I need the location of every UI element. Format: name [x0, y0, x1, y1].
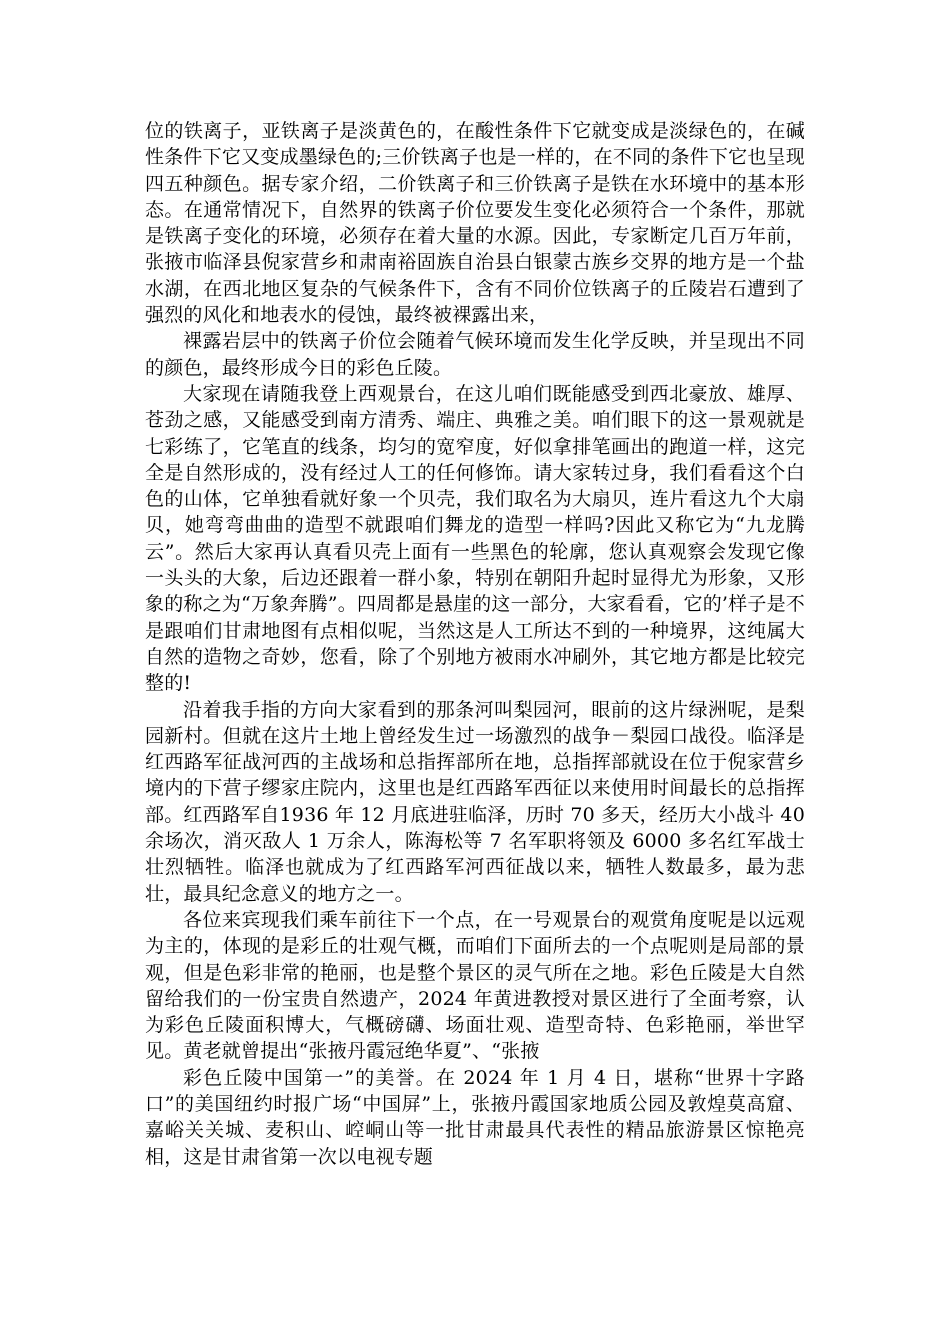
paragraph-liyuan-river: 沿着我手指的方向大家看到的那条河叫梨园河，眼前的这片绿洲呢，是梨园新村。但就在这片土地上曾经发生过一场激烈的战争－梨园口战役。临泽是红西路军征战河西的主战场和总指挥部所在地，总指挥部就设在位于倪家营乡境内的下营子缪家庄院内，这里也是红西路军西征以来使用时间最长的总指挥部。红西路军自1936 年 12 月底进驻临泽，历时 70 多天，经历大小战斗 40 余场次，消灭敌人 1 万余人，陈海松等 7 名军职将领及 6000 多名红军战士壮烈牺牲。临泽也就成为了红西路军河西征战以来，牺牲人数最多，最为悲壮，最具纪念意义的地方之一。: [145, 698, 805, 905]
paragraph-exposed-rock: 裸露岩层中的铁离子价位会随着气候环境而发生化学反映，并呈现出不同的颜色，最终形成今日的彩色丘陵。: [145, 330, 805, 379]
paragraph-times-square: 彩色丘陵中国第一”的美誉。在 2024 年 1 月 4 日，堪称“世界十字路口”的美国纽约时报广场“中国屏”上，张掖丹霞国家地质公园及敦煌莫高窟、嘉峪关关城、麦积山、崆峒山等一批甘肃最具代表性的精品旅游景区惊艳亮相，这是甘肃省第一次以电视专题: [145, 1066, 805, 1168]
paragraph-iron-ions: 位的铁离子，亚铁离子是淡黄色的，在酸性条件下它就变成是淡绿色的，在碱性条件下它又变成墨绿色的;三价铁离子也是一样的，在不同的条件下它也呈现四五种颜色。据专家介绍，二价铁离子和三价铁离子是铁在水环境中的基本形态。在通常情况下，自然界的铁离子价位要发生变化必须符合一个条件，那就是铁离子变化的环境，必须存在着大量的水源。因此，专家断定几百万年前，张掖市临泽县倪家营乡和肃南裕固族自治县白银蒙古族乡交界的地方是一个盐水湖，在西北地区复杂的气候条件下，含有不同价位铁离子的丘陵岩石遭到了强烈的风化和地表水的侵蚀，最终被裸露出来，: [145, 120, 805, 327]
document-body: [145, 118, 805, 1170]
paragraph-next-viewpoint: 各位来宾现我们乘车前往下一个点，在一号观景台的观赏角度呢是以远观为主的，体现的是彩丘的壮观气概，而咱们下面所去的一个点呢则是局部的景观，但是色彩非常的艳丽，也是整个景区的灵气所在之地。彩色丘陵是大自然留给我们的一份宝贵自然遗产，2024 年黄进教授对景区进行了全面考察，认为彩色丘陵面积博大，气概磅礴、场面壮观、造型奇特、色彩艳丽，举世罕见。黄老就曾提出“张掖丹霞冠绝华夏”、“张掖: [145, 908, 805, 1063]
paragraph-west-viewing-platform: 大家现在请随我登上西观景台，在这儿咱们既能感受到西北豪放、雄厚、苍劲之感，又能感受到南方清秀、端庄、典雅之美。咱们眼下的这一景观就是七彩练了，它笔直的线条，均匀的宽窄度，好似拿排笔画出的跑道一样，这完全是自然形成的，没有经过人工的任何修饰。请大家转过身，我们看看这个白色的山体，它单独看就好象一个贝壳，我们取名为大扇贝，连片看这九个大扇贝，她弯弯曲曲的造型不就跟咱们舞龙的造型一样吗?因此又称它为“九龙腾云”。然后大家再认真看贝壳上面有一些黑色的轮廓，您认真观察会发现它像一头头的大象，后边还跟着一群小象，特别在朝阳升起时显得尤为形象，又形象的称之为“万象奔腾”。四周都是悬崖的这一部分，大家看看，它的’样子是不是跟咱们甘肃地图有点相似呢，当然这是人工所达不到的一种境界，这纯属大自然的造物之奇妙，您看，除了个别地方被雨水冲刷外，其它地方都是比较完整的!: [145, 382, 805, 695]
